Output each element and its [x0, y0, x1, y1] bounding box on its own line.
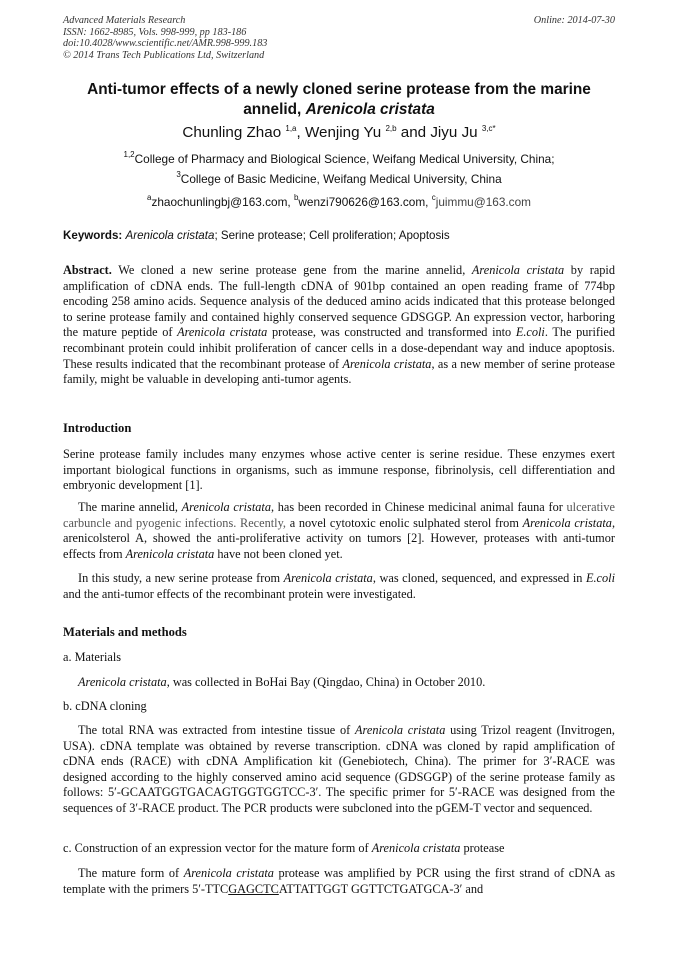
journal-header	[63, 15, 615, 61]
keywords: Keywords: Arenicola cristata; Serine protease; Cell proliferation; Apoptosis	[63, 229, 450, 242]
intro-paragraph-2: The marine annelid, Arenicola cristata, has been recorded in Chinese medicinal animal fauna for ulcerative carbuncle and pyogenic infections. Recently, a novel cytotoxic enolic sulphated sterol from Arenicola cristata, arenicolsterol A, showed the anti-proliferative activity on tumors [2]. However, proteases with anti-tumor effects from Arenicola cristata have not been cloned yet.	[63, 500, 616, 561]
section-heading-introduction: Introduction	[63, 421, 132, 435]
title-line-1: Anti-tumor effects of a newly cloned serine protease from the marine	[87, 81, 591, 98]
intro-paragraph-3: In this study, a new serine protease from Arenicola cristata, was cloned, sequenced, and expressed in E.coli and the anti-tumor effects of the recombinant protein were investigated.	[63, 571, 615, 601]
expression-vector-paragraph: The mature form of Arenicola cristata protease was amplified by PCR using the first strand of cDNA as template with the primers 5′-TTCGAGCTCATTATTGGT GGTTCTGATGCA-3′ and	[63, 866, 615, 896]
affiliation-1: $^{1,2}$College of Pharmacy and Biological Science, Weifang Medical University, China;	[123, 150, 555, 166]
issn: ISSN: 1662-8985, Vols. 998-999, pp 183-186	[63, 26, 247, 38]
subsection-cdna-cloning: b. cDNA cloning	[63, 699, 147, 713]
abstract-label: Abstract.	[63, 263, 112, 277]
author-3: and Jiyu Ju	[396, 124, 482, 141]
intro-paragraph-1: Serine protease family includes many enzymes whose active center is serine residue. These enzymes exert important biological functions in organisms, such as immune response, fibrinolysis, cell differentiation and embryonic development [1].	[63, 447, 615, 493]
affiliation-2: $^3$College of Basic Medicine, Weifang Medical University, China	[176, 170, 502, 186]
online-date: Online: 2014-07-30	[533, 15, 615, 26]
cdna-cloning-paragraph: The total RNA was extracted from intestine tissue of Arenicola cristata using Trizol reagent (Invitrogen, USA). cDNA template was obtained by reverse transcription. cDNA was cloned by rapid amplification of cDNA ends (RACE) with cDNA Amplification kit (Genebiotech, China). The primer for 3′-RACE was designed according to the highly conserved amino acid sequence (GDSGGP) of the serine protease family as follows: 5′-GCAATGGTGACAGTGGTGGTCC-3′. The specific primer for 5′-RACE was designed from the sequences of 3′-RACE product. The PCR products were subcloned into the pGEM-T vector and sequenced.	[63, 723, 615, 815]
materials-paragraph: Arenicola cristata, was collected in BoHai Bay (Qingdao, China) in October 2010.	[78, 675, 486, 689]
email-1[interactable]: zhaochunlingbj@163.com,	[151, 195, 294, 209]
abstract: Abstract. We cloned a new serine protease gene from the marine annelid, Arenicola cristata by rapid amplification of cDNA ends. The full-length cDNA of 901bp contained an open reading frame of 774bp encoding 258 amino acids. Sequence analysis of the deduced amino acids indicated that this protease belonged to serine protease family and contained highly conserved sequence GDSGGP. An expression vector, harboring the mature peptide of Arenicola cristata protease, was constructed and transformed into E.coli. The purified recombinant protein could inhibit proliferation of cancer cells in a dose-dependant way and induce apoptosis. These results indicated that the recombinant protease of Arenicola cristata, as a new member of serine protease family, might be valuable in developing anti-tumor agents.	[63, 263, 616, 387]
subsection-materials: a. Materials	[63, 650, 122, 664]
author-list: Chunling Zhao $^{1,a}$, Wenjing Yu $^{2,b}$ and Jiyu Ju $^{3,c*}$	[182, 124, 496, 141]
author-emails: $^a$zhaochunlingbj@163.com, $^b$wenzi790626@163.com, $^c$juimmu@163.com	[147, 193, 531, 209]
section-heading-methods: Materials and methods	[63, 625, 187, 639]
email-2[interactable]: wenzi790626@163.com,	[298, 195, 432, 209]
journal-name: Advanced Materials Research	[63, 15, 186, 26]
email-3[interactable]: juimmu@163.com	[435, 195, 531, 209]
paper-title	[50, 80, 628, 120]
author-1: Chunling Zhao	[182, 124, 286, 141]
keywords-label: Keywords:	[63, 229, 126, 242]
copyright: © 2014 Trans Tech Publications Ltd, Switzerland	[63, 49, 265, 61]
author-2: , Wenjing Yu	[296, 124, 386, 141]
subsection-expression-vector: c. Construction of an expression vector for the mature form of Arenicola cristata protease	[63, 841, 505, 855]
title-line-2: annelid, Arenicola cristata	[243, 101, 435, 118]
doi: doi:10.4028/www.scientific.net/AMR.998-999.183	[63, 38, 268, 50]
